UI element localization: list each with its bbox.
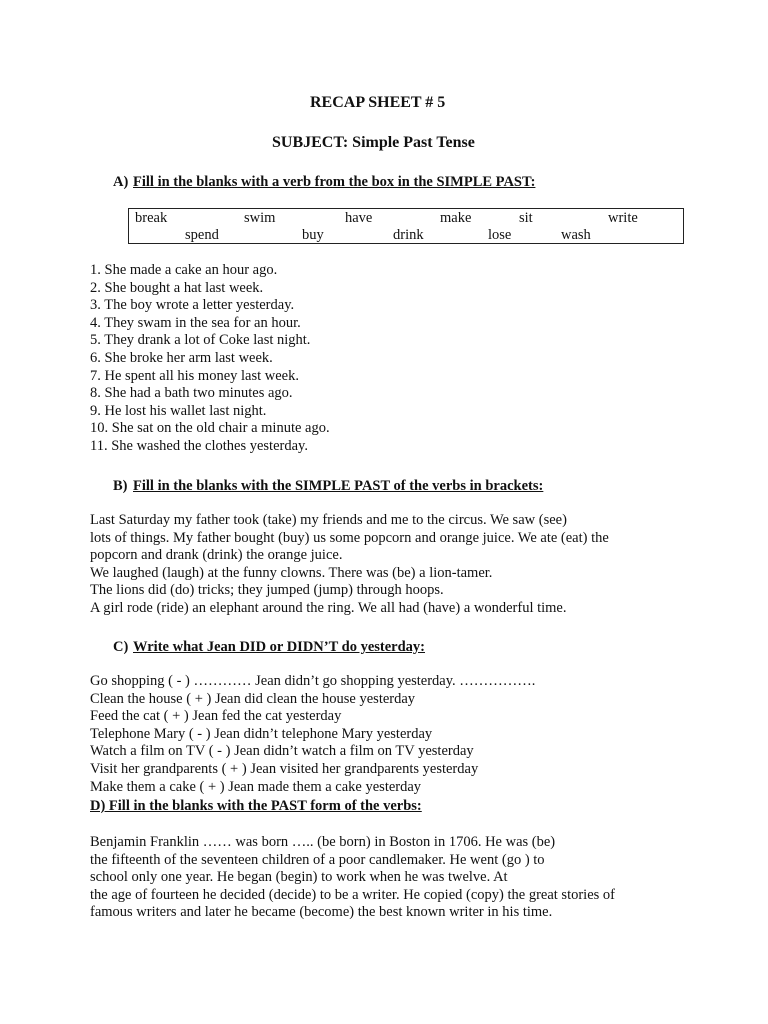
section-b-label: B) <box>113 478 128 494</box>
section-c-label: C) <box>113 639 129 655</box>
verb-word: spend <box>185 227 219 243</box>
verb-word: wash <box>561 227 591 243</box>
section-d-heading <box>90 798 422 816</box>
paragraph-line: Benjamin Franklin …… was born ….. (be born) in Boston in 1706. He was (be) <box>90 834 556 850</box>
paragraph-line: school only one year. He began (begin) to work when he was twelve. At <box>90 869 508 886</box>
paragraph-line: We laughed (laugh) at the funny clowns. There was (be) a lion-tamer. <box>90 564 493 581</box>
verb-word: lose <box>488 227 512 243</box>
section-c-heading-text: Write what Jean DID or DIDN’T do yesterday: <box>133 639 425 655</box>
verb-word: drink <box>393 227 424 243</box>
section-c-list <box>90 673 535 796</box>
section-b-paragraph <box>90 512 609 618</box>
verb-word: have <box>345 210 373 226</box>
verb-word: buy <box>302 227 324 243</box>
answer-line: Visit her grandparents ( + ) Jean visited her grandparents yesterday <box>90 760 479 777</box>
page-title: RECAP SHEET # 5 <box>310 94 446 111</box>
section-a-heading <box>113 174 535 192</box>
answer-line: Telephone Mary ( - ) Jean didn’t telephone Mary yesterday <box>90 725 433 742</box>
section-b-heading <box>113 478 543 496</box>
answer-line: Clean the house ( + ) Jean did clean the house yesterday <box>90 690 416 707</box>
paragraph-line: the fifteenth of the seventeen children of a poor candlemaker. He went (go ) to <box>90 851 545 868</box>
verb-word: break <box>135 210 168 226</box>
list-item: 10. She sat on the old chair a minute ago. <box>90 420 330 437</box>
paragraph-line: A girl rode (ride) an elephant around the ring. We all had (have) a wonderful time. <box>90 599 567 616</box>
paragraph-line: the age of fourteen he decided (decide) to be a writer. He copied (copy) the great stories of <box>90 886 615 903</box>
section-c-heading <box>113 639 425 657</box>
section-d-heading-text: D) Fill in the blanks with the PAST form of the verbs: <box>90 798 422 814</box>
answer-line: Make them a cake ( + ) Jean made them a cake yesterday <box>90 778 422 795</box>
paragraph-line: lots of things. My father bought (buy) us some popcorn and orange juice. We ate (eat) the <box>90 529 609 546</box>
list-item: 6. She broke her arm last week. <box>90 349 273 366</box>
list-item: 4. They swam in the sea for an hour. <box>90 314 301 331</box>
verb-word: swim <box>244 210 276 226</box>
section-a-list <box>90 262 330 456</box>
verb-word: write <box>608 210 638 226</box>
list-item: 5. They drank a lot of Coke last night. <box>90 332 311 349</box>
list-item: 8. She had a bath two minutes ago. <box>90 385 293 402</box>
answer-line: Feed the cat ( + ) Jean fed the cat yesterday <box>90 708 342 725</box>
verb-box <box>128 208 684 244</box>
verb-word: make <box>440 210 472 226</box>
section-a-heading-text: Fill in the blanks with a verb from the box in the SIMPLE PAST: <box>133 174 536 190</box>
list-item: 7. He spent all his money last week. <box>90 367 299 384</box>
list-item: 3. The boy wrote a letter yesterday. <box>90 297 295 314</box>
list-item: 9. He lost his wallet last night. <box>90 402 267 419</box>
paragraph-line: Last Saturday my father took (take) my friends and me to the circus. We saw (see) <box>90 512 567 528</box>
list-item: 11. She washed the clothes yesterday. <box>90 437 308 454</box>
paragraph-line: The lions did (do) tricks; they jumped (jump) through hoops. <box>90 582 444 599</box>
section-b-heading-text: Fill in the blanks with the SIMPLE PAST of the verbs in brackets: <box>133 478 544 494</box>
page-subject: SUBJECT: Simple Past Tense <box>272 134 475 151</box>
answer-line: Watch a film on TV ( - ) Jean didn’t watch a film on TV yesterday <box>90 743 474 760</box>
section-d-paragraph <box>90 834 677 922</box>
paragraph-line: famous writers and later he became (become) the best known writer in his time. <box>90 904 553 921</box>
verb-word: sit <box>519 210 533 226</box>
paragraph-line: popcorn and drank (drink) the orange juice. <box>90 547 343 564</box>
list-item: 1. She made a cake an hour ago. <box>90 262 278 278</box>
section-a-label: A) <box>113 174 129 190</box>
answer-line: Go shopping ( - ) ………… Jean didn’t go shopping yesterday. ……………. <box>90 673 536 689</box>
list-item: 2. She bought a hat last week. <box>90 279 264 296</box>
